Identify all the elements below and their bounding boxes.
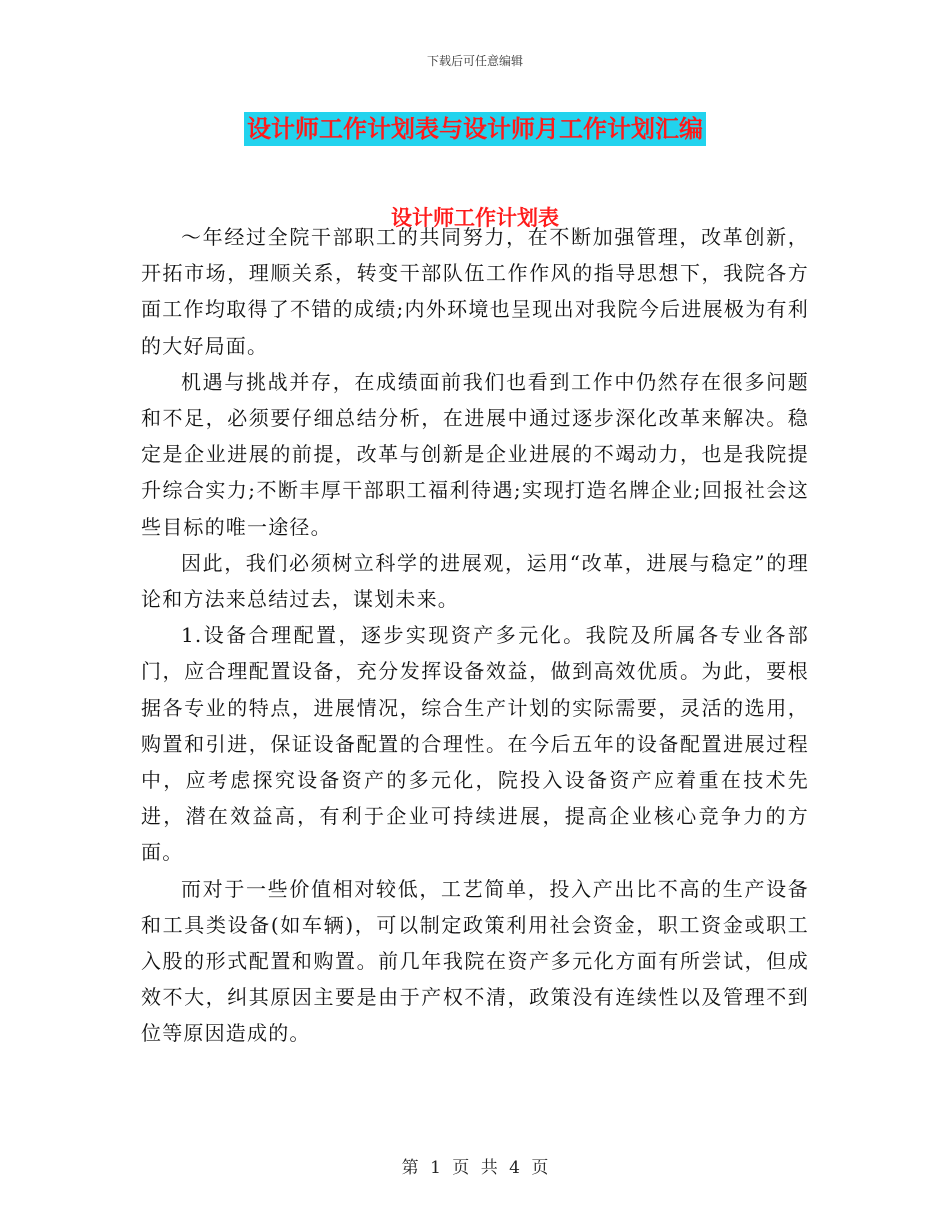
paragraph: ～年经过全院干部职工的共同努力，在不断加强管理，改革创新，开拓市场，理顺关系，转变干部队伍工作作风的指导思想下，我院各方面工作均取得了不错的成绩;内外环境也呈现出对我院今后进展极为有利的大好局面。 bbox=[141, 225, 809, 358]
paragraph: 机遇与挑战并存，在成绩面前我们也看到工作中仍然存在很多问题和不足，必须要仔细总结分析，在进展中通过逐步深化改革来解决。稳定是企业进展的前提，改革与创新是企业进展的不竭动力，也是我院提升综合实力;不断丰厚干部职工福利待遇;实现打造名牌企业;回报社会这些目标的唯一途径。 bbox=[141, 369, 809, 539]
paragraph: 1.设备合理配置，逐步实现资产多元化。我院及所属各专业各部门，应合理配置设备，充分发挥设备效益，做到高效优质。为此，要根据各专业的特点，进展情况，综合生产计划的实际需要，灵活的选用，购置和引进，保证设备配置的合理性。在今后五年的设备配置进展过程中，应考虑探究设备资产的多元化，院投入设备资产应着重在技术先进，潜在效益高，有利于企业可持续进展，提高企业核心竞争力的方面。 bbox=[141, 623, 809, 865]
paragraph: 而对于一些价值相对较低，工艺简单，投入产出比不高的生产设备和工具类设备(如车辆)，可以制定政策利用社会资金，职工资金或职工入股的形式配置和购置。前几年我院在资产多元化方面有所尝试，但成效不大，纠其原因主要是由于产权不清，政策没有连续性以及管理不到位等原因造成的。 bbox=[141, 876, 809, 1046]
section-title: 设计师工作计划表 bbox=[391, 206, 559, 230]
document-title: 设计师工作计划表与设计师月工作计划汇编 bbox=[244, 112, 706, 146]
document-body bbox=[141, 219, 809, 1052]
paragraph: 因此，我们必须树立科学的进展观，运用“改革，进展与稳定”的理论和方法来总结过去，谋划未来。 bbox=[141, 550, 809, 612]
page-number: 第 1 页 共 4 页 bbox=[401, 1158, 549, 1178]
document-title-container bbox=[0, 112, 950, 146]
header-note: 下载后可任意编辑 bbox=[426, 54, 523, 68]
